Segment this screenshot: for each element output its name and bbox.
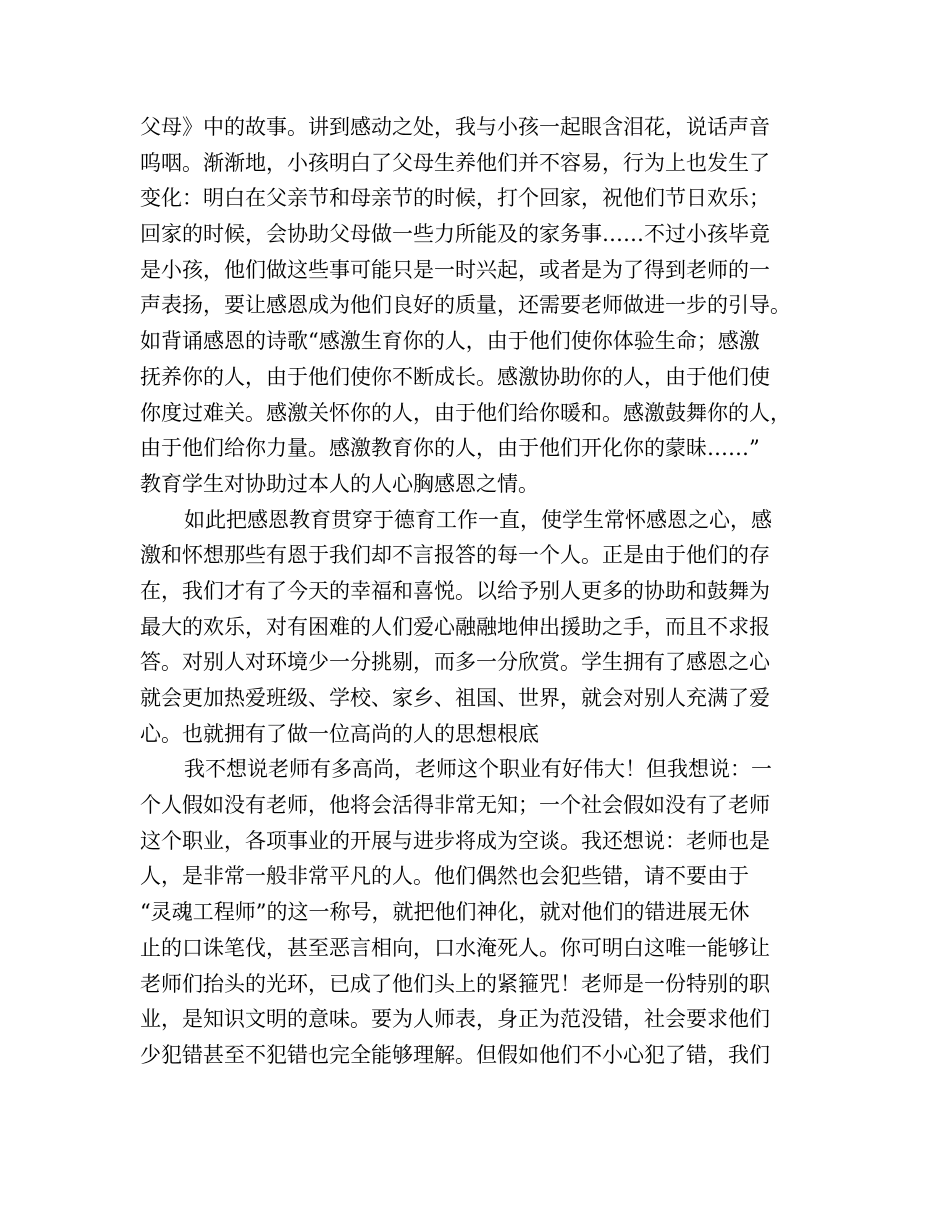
text-line: 在，我们才有了今天的幸福和喜悦。以给予别人更多的协助和鼓舞为: [140, 578, 770, 603]
text-line: 答。对别人对环境少一分挑剔，而多一分欣赏。学生拥有了感恩之心: [140, 650, 770, 675]
text-line: 个人假如没有老师，他将会活得非常无知；一个社会假如没有了老师: [140, 793, 770, 818]
text-line: 止的口诛笔伐，甚至恶言相向，口水淹死人。你可明白这唯一能够让: [140, 935, 770, 960]
text-line: 由于他们给你力量。感激教育你的人，由于他们开化你的蒙昧……”: [140, 436, 760, 461]
paragraph: [140, 503, 830, 753]
text-line: 这个职业，各项事业的开展与进步将成为空谈。我还想说：老师也是: [140, 828, 770, 853]
paragraph: [140, 110, 830, 503]
paragraph: [140, 752, 830, 1073]
text-line: 教育学生对协助过本人的人心胸感恩之情。: [140, 471, 539, 496]
text-line: 呜咽。渐渐地，小孩明白了父母生养他们并不容易，行为上也发生了: [140, 150, 770, 175]
text-line: 如背诵感恩的诗歌“感激生育你的人，由于他们使你体验生命；感激: [140, 329, 760, 354]
text-line: 心。也就拥有了做一位高尚的人的思想根底: [140, 721, 539, 746]
text-line: 人，是非常一般非常平凡的人。他们偶然也会犯些错，请不要由于: [140, 864, 749, 889]
text-line: 声表扬，要让感恩成为他们良好的质量，还需要老师做进一步的引导。: [140, 293, 791, 318]
text-line: 你度过难关。感激关怀你的人，由于他们给你暖和。感激鼓舞你的人，: [140, 400, 791, 425]
text-line: 业，是知识文明的意味。要为人师表，身正为范没错，社会要求他们: [140, 1007, 770, 1032]
text-line: 激和怀想那些有恩于我们却不言报答的每一个人。正是由于他们的存: [140, 543, 770, 568]
text-line: 就会更加热爱班级、学校、家乡、祖国、世界，就会对别人充满了爱: [140, 686, 770, 710]
text-line: 老师们抬头的光环，已成了他们头上的紧箍咒！老师是一份特别的职: [140, 971, 770, 996]
text-line: 最大的欢乐，对有困难的人们爱心融融地伸出援助之手，而且不求报: [140, 614, 770, 639]
text-line: 我不想说老师有多高尚，老师这个职业有好伟大！但我想说：一: [184, 757, 772, 782]
text-line: 变化：明白在父亲节和母亲节的时候，打个回家，祝他们节日欢乐；: [140, 186, 770, 211]
text-line: 是小孩，他们做这些事可能只是一时兴起，或者是为了得到老师的一: [140, 257, 770, 282]
text-line: 回家的时候，会协助父母做一些力所能及的家务事……不过小孩毕竟: [140, 222, 770, 247]
text-line: 父母》中的故事。讲到感动之处，我与小孩一起眼含泪花，说话声音: [140, 115, 770, 139]
text-line: “灵魂工程师”的这一称号，就把他们神化，就对他们的错进展无休: [140, 900, 750, 925]
text-line: 少犯错甚至不犯错也完全能够理解。但假如他们不小心犯了错，我们: [140, 1042, 770, 1067]
text-line: 抚养你的人，由于他们使你不断成长。感激协助你的人，由于他们使: [140, 364, 770, 389]
text-line: 如此把感恩教育贯穿于德育工作一直，使学生常怀感恩之心，感: [184, 507, 772, 532]
document-body: [140, 110, 830, 1074]
